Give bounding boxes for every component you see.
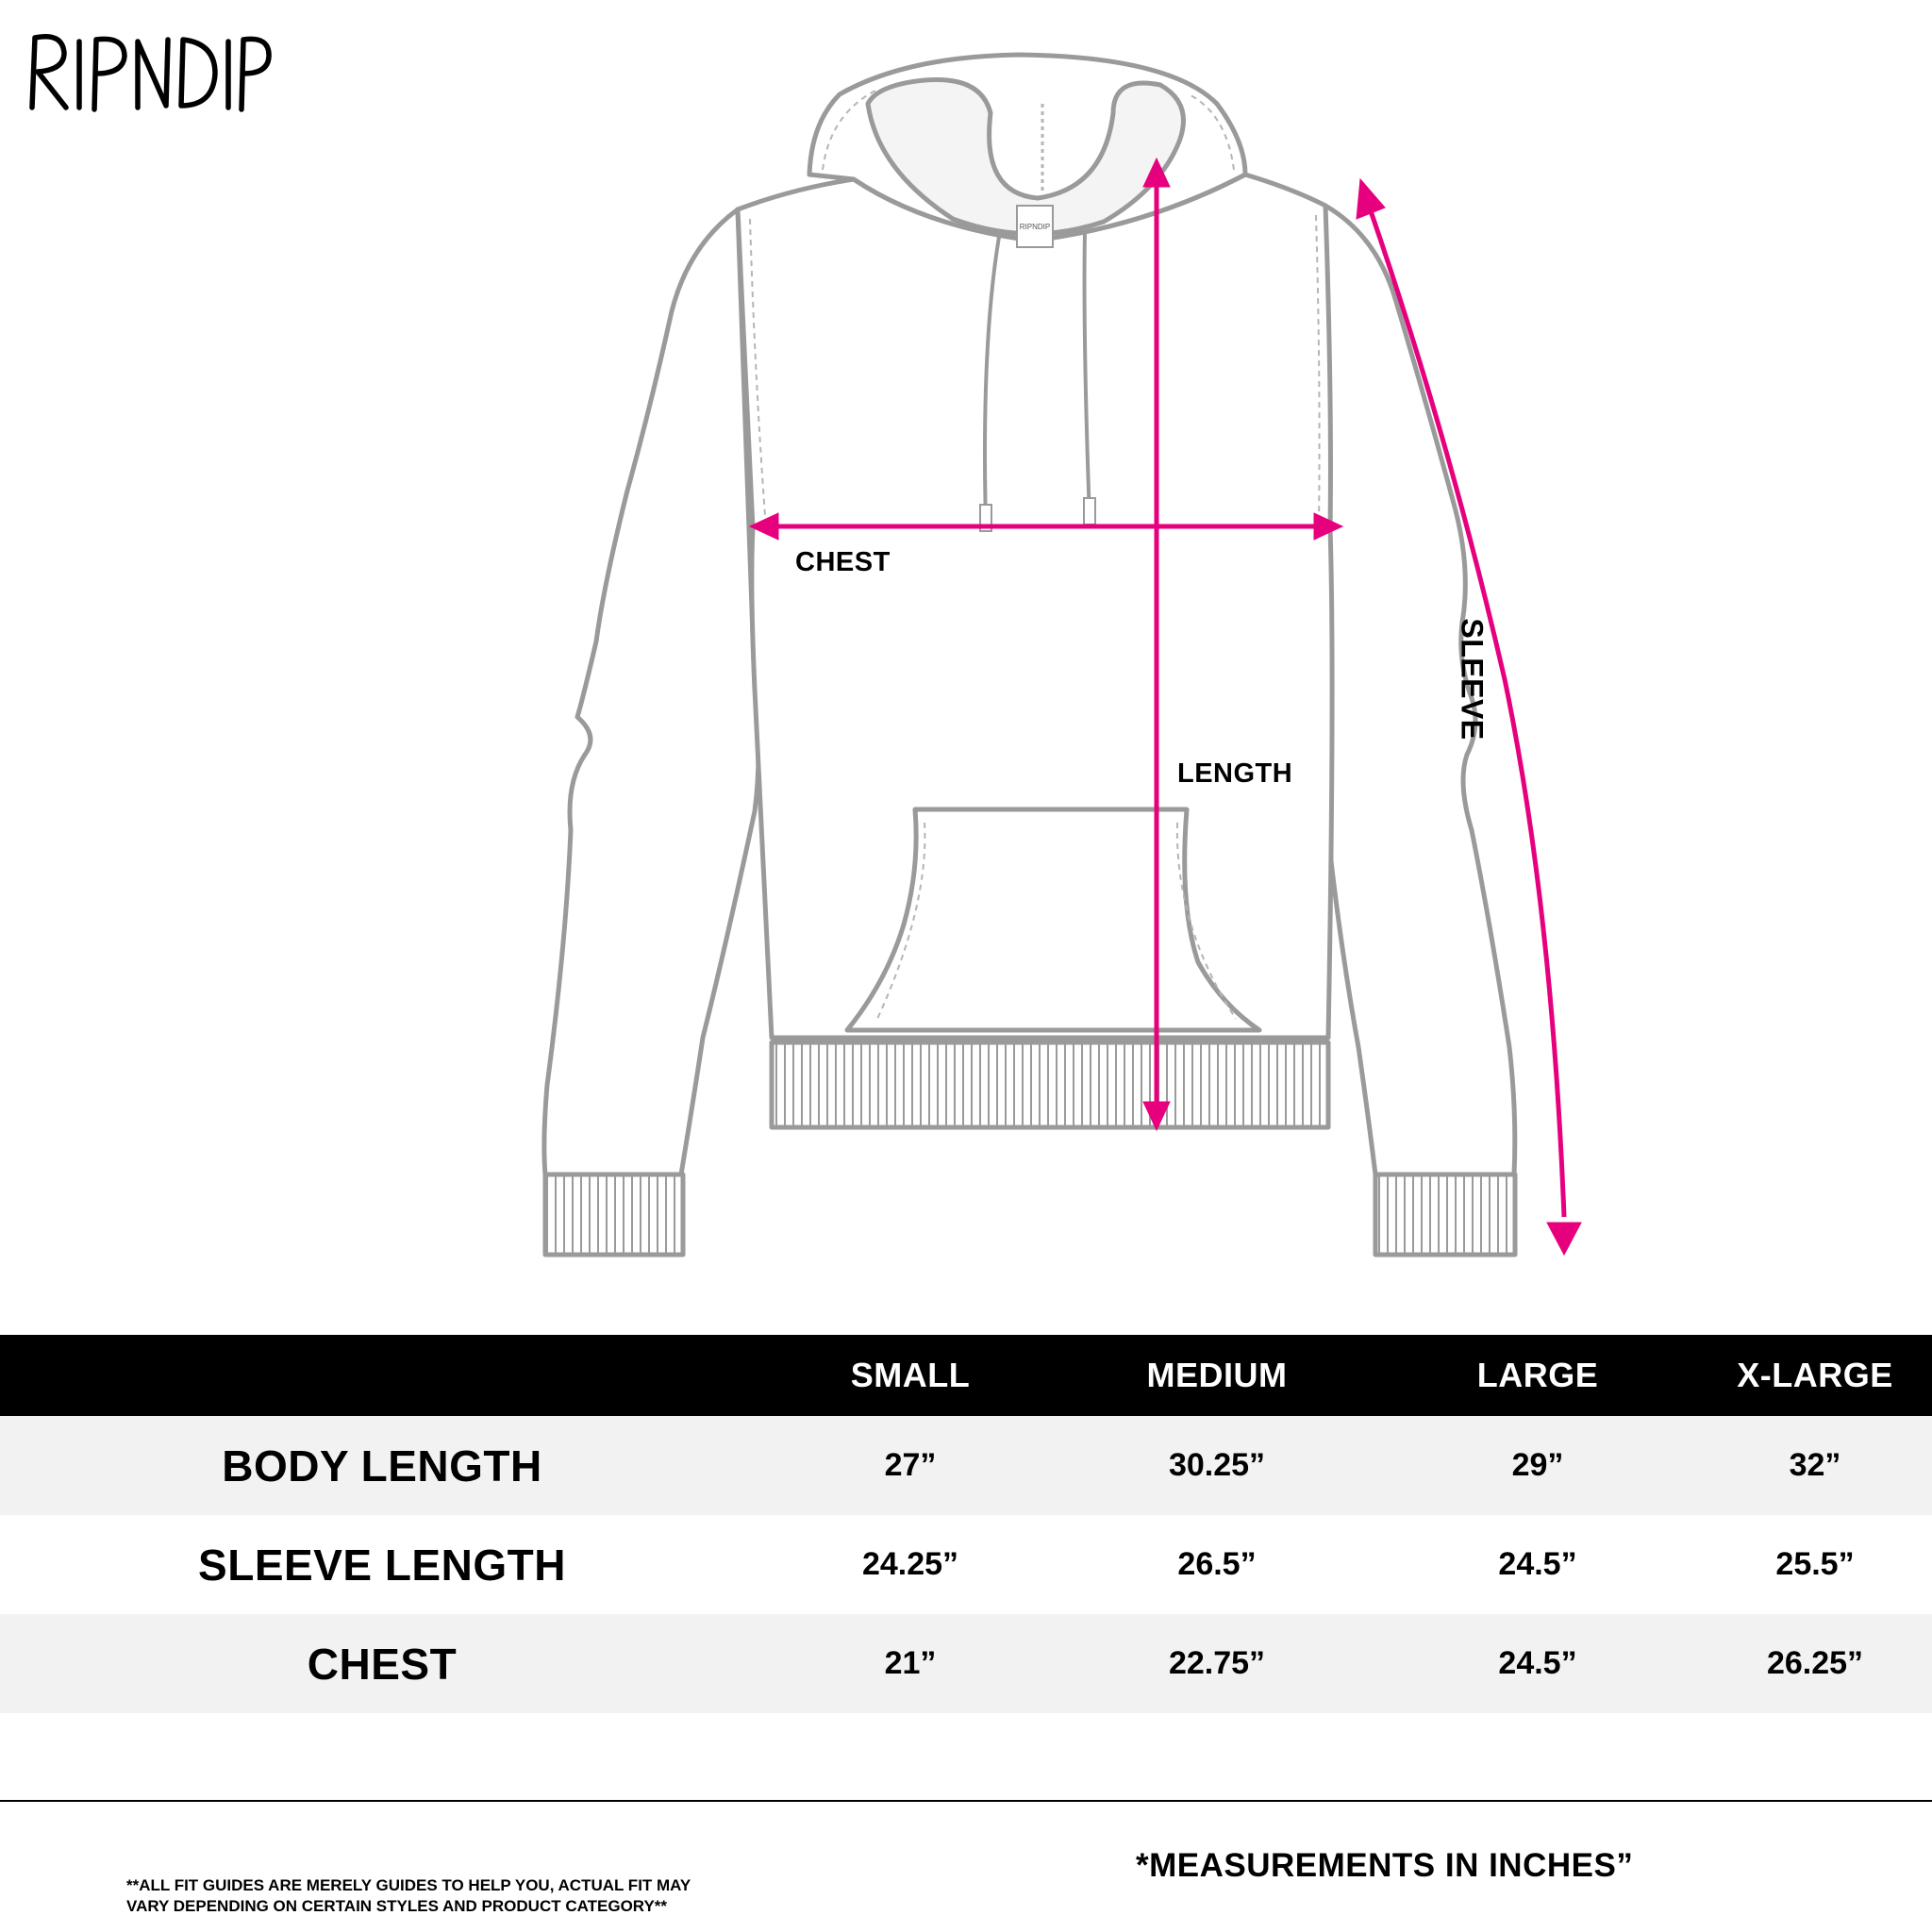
row-label: CHEST: [0, 1614, 764, 1713]
cell-value: 29”: [1377, 1416, 1698, 1515]
measurement-units-note: *MEASUREMENTS IN INCHES”: [1136, 1847, 1634, 1884]
cell-value: 24.25”: [764, 1515, 1057, 1614]
row-label: BODY LENGTH: [0, 1416, 764, 1515]
waist-rib: [772, 1042, 1328, 1127]
disclaimer-line-2: VARY DEPENDING ON CERTAIN STYLES AND PRODUCT CATEGORY**: [126, 1897, 668, 1915]
left-sleeve: [544, 209, 758, 1174]
sleeve-dimension-label: SLEEVE: [1455, 618, 1490, 741]
cell-value: 24.5”: [1377, 1614, 1698, 1713]
left-cuff: [545, 1174, 683, 1255]
table-row-chest: [0, 1614, 1932, 1713]
right-cuff: [1375, 1174, 1515, 1255]
cell-value: 25.5”: [1698, 1515, 1932, 1614]
table-row-body-length: [0, 1416, 1932, 1515]
row-label: SLEEVE LENGTH: [0, 1515, 764, 1614]
header-medium: MEDIUM: [1057, 1335, 1377, 1416]
cell-value: 27”: [764, 1416, 1057, 1515]
chest-dimension-label: CHEST: [795, 547, 891, 577]
cell-value: 24.5”: [1377, 1515, 1698, 1614]
cell-value: 26.5”: [1057, 1515, 1377, 1614]
header-small: SMALL: [764, 1335, 1057, 1416]
header-large: LARGE: [1377, 1335, 1698, 1416]
fit-disclaimer: [126, 1875, 787, 1917]
table-row-sleeve-length: [0, 1515, 1932, 1614]
cell-value: 22.75”: [1057, 1614, 1377, 1713]
cell-value: 21”: [764, 1614, 1057, 1713]
sleeve-arrowhead-bottom: [1547, 1223, 1581, 1255]
size-header-row: [0, 1335, 1932, 1416]
cell-value: 30.25”: [1057, 1416, 1377, 1515]
header-blank: [0, 1335, 764, 1416]
neck-label-text: RIPNDIP: [1019, 223, 1051, 231]
size-chart-table: [0, 1335, 1932, 1713]
length-dimension-label: LENGTH: [1177, 758, 1293, 789]
disclaimer-line-1: **ALL FIT GUIDES ARE MERELY GUIDES TO HELP YOU, ACTUAL FIT MAY: [126, 1876, 691, 1894]
cell-value: 32”: [1698, 1416, 1932, 1515]
header-x-large: X-LARGE: [1698, 1335, 1932, 1416]
sleeve-arrowhead-top: [1357, 179, 1385, 219]
cell-value: 26.25”: [1698, 1614, 1932, 1713]
footer-divider: [0, 1800, 1932, 1802]
